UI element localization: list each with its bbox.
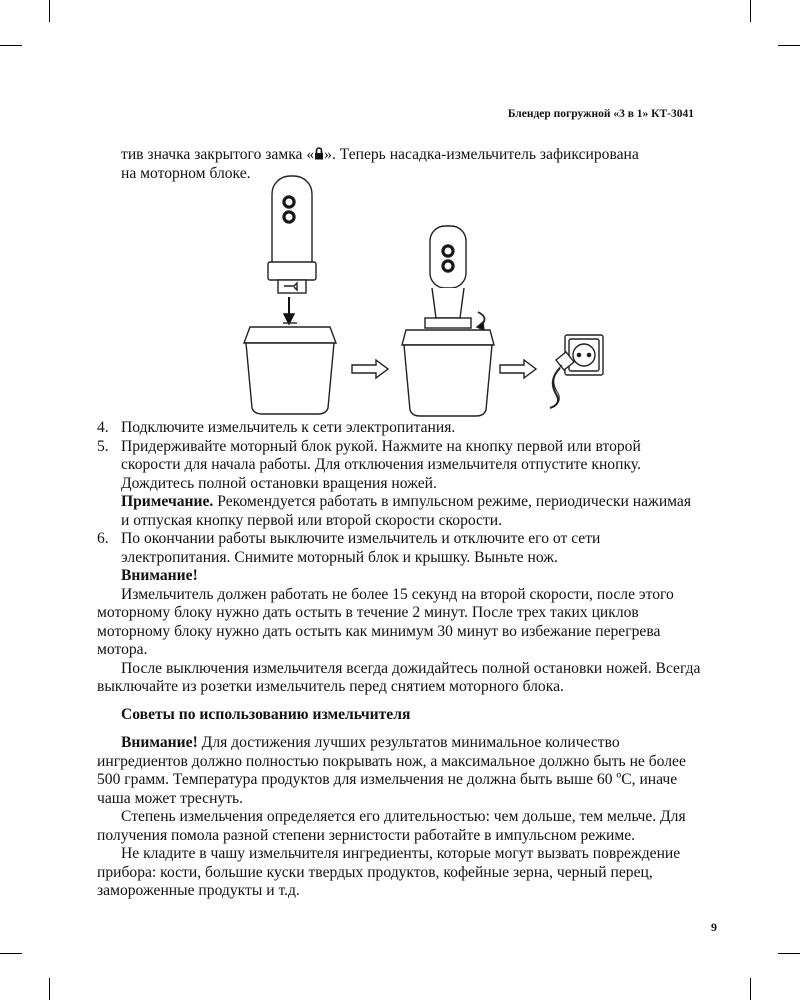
crop-mark — [49, 0, 50, 22]
step-item — [97, 530, 701, 567]
step-item — [97, 438, 701, 494]
step-text: Придерживайте моторный блок рукой. Нажмите на кнопку первой или второй скорости для начала работы. Для отключения измельчителя отпустите кнопку. Дождитесь полной остановки вращения ножей. — [121, 437, 641, 492]
note-text: Рекомендуется работать в импульсном режиме, периодически нажимая и отпуская кнопку первой или второй скорости скорости. — [121, 493, 692, 529]
tips-paragraph: Степень измельчения определяется его длительностью: чем дольше, тем мельче. Для получения помола разной степени зернистости работайте в импульсном режиме. — [97, 808, 686, 844]
step-text: Подключите измельчитель к сети электропитания. — [121, 419, 456, 436]
power-socket-icon — [565, 335, 603, 375]
running-header: Блендер погружной «3 в 1» КТ-3041 — [507, 108, 694, 120]
step-number: 4. — [97, 419, 109, 436]
crop-mark — [0, 45, 22, 46]
step-number: 5. — [97, 437, 109, 455]
intro-paragraph — [97, 146, 725, 183]
warning-paragraph: Измельчитель должен работать не более 15 секунд на второй скорости, после этого моторному блоку нужно дать остыть в течение 2 минут. После трех таких циклов моторному блоку нужно дать остыть как минимум 30 минут во избежание перегрева мотора. — [97, 585, 674, 658]
intro-text-line2: на моторном блоке. — [121, 164, 251, 182]
down-arrow-icon — [284, 297, 294, 324]
crop-mark — [0, 953, 22, 954]
power-plug-icon — [550, 352, 574, 408]
tips-paragraph — [97, 734, 701, 808]
right-arrow-icon — [352, 360, 388, 378]
intro-text-b: ». Теперь насадка-измельчитель зафиксирована — [324, 146, 639, 163]
page-number: 9 — [711, 920, 717, 934]
intro-text-a: тив значка закрытого замка « — [121, 146, 315, 163]
assembled-chopper-icon — [402, 226, 494, 416]
tips-paragraph: Не кладите в чашу измельчителя ингредиенты, которые могут вызвать повреждение прибора: кости, большие куски твердых продуктов, кофейные зерна, черный перец, замороженные продукты и т.д. — [97, 845, 681, 899]
instructions-body — [97, 419, 701, 901]
warning-paragraph: После выключения измельчителя всегда дожидайтесь полной остановки ножей. Всегда выключайте из розетки измельчитель перед снятием моторного блока. — [97, 659, 701, 695]
step-number: 6. — [97, 530, 109, 547]
note-paragraph — [97, 493, 701, 530]
crop-mark — [778, 953, 800, 954]
crop-mark — [778, 45, 800, 46]
step-text: По окончании работы выключите измельчитель и отключите его от сети электропитания. Снимите моторный блок и крышку. Выньте нож. — [121, 530, 601, 566]
right-arrow-icon — [500, 360, 536, 378]
note-label: Примечание. — [121, 493, 214, 510]
crop-mark — [49, 978, 50, 1000]
step-item — [97, 419, 701, 438]
tips-text: Для достижения лучших результатов минимальное количество ингредиентов должно полностью покрывать нож, а максимальное должно быть не более 500 грамм. Температура продуктов для измельчения не должна быть выше 60 ºС, иначе чаша может треснуть. — [97, 734, 686, 807]
crop-mark — [750, 978, 751, 1000]
motor-unit-icon — [268, 176, 316, 293]
lock-icon — [314, 147, 324, 160]
tips-warning-label: Внимание! — [121, 734, 198, 751]
chopper-bowl-icon — [244, 323, 336, 414]
crop-mark — [750, 0, 751, 22]
section-heading: Советы по использованию измельчителя — [121, 705, 411, 723]
warning-label: Внимание! — [121, 567, 198, 584]
